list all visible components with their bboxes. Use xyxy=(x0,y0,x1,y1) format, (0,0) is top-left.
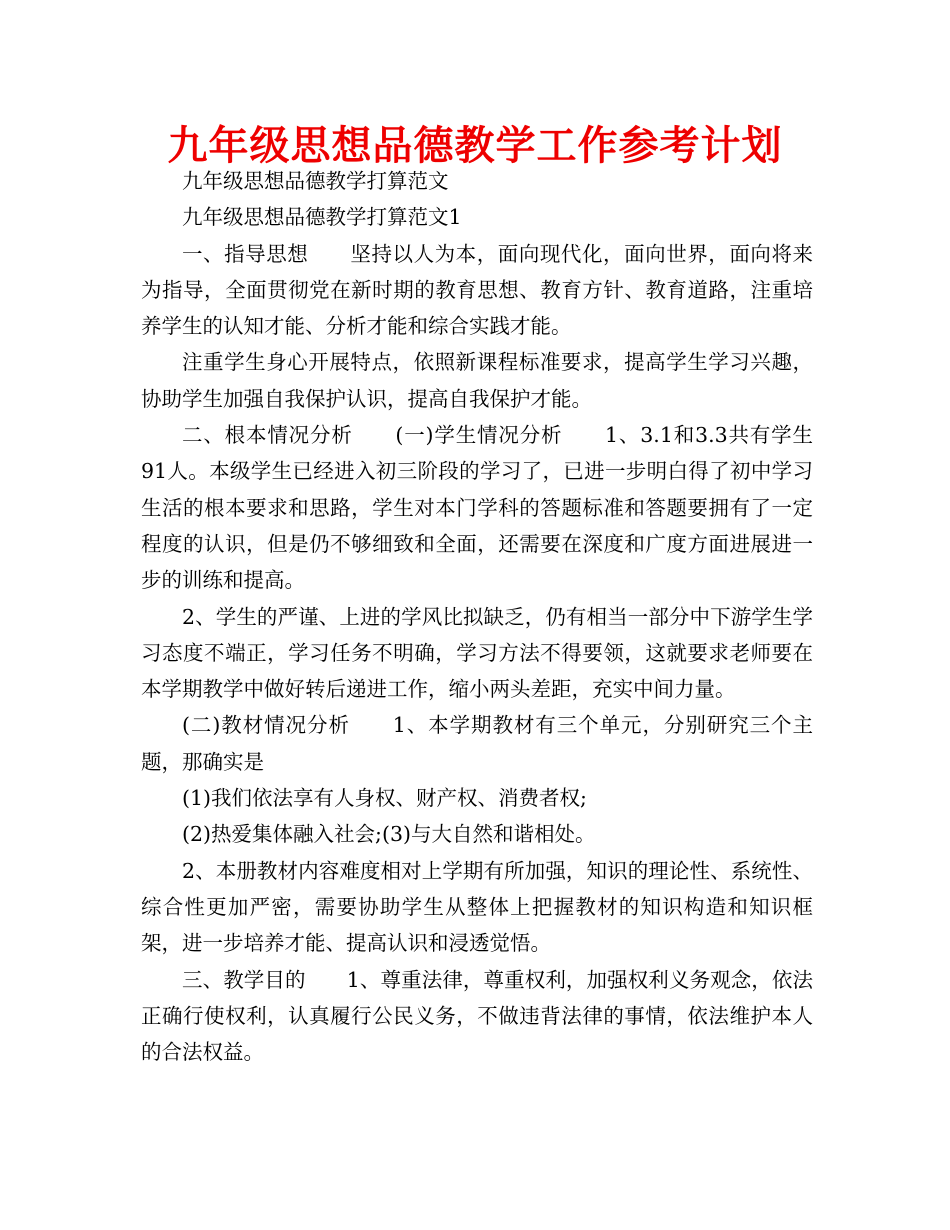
document-body xyxy=(141,163,813,1070)
paragraph-teaching-goals: 三、教学目的 1、尊重法律，尊重权利，加强权利义务观念，依法正确行使权利，认真履行公民义务，不做违背法律的事情，依法维护本人的合法权益。 xyxy=(141,967,813,1065)
paragraph-student-development: 注重学生身心开展特点，依照新课程标准要求，提高学生学习兴趣，协助学生加强自我保护认识，提高自我保护才能。 xyxy=(141,350,813,411)
paragraph-theme-1: (1)我们依法享有人身权、财产权、消费者权; xyxy=(182,786,587,811)
paragraph-subtitle: 九年级思想品德教学打算范文 xyxy=(182,169,449,193)
paragraph-basic-situation: 二、根本情况分析 (一)学生情况分析 1、3.1和3.3共有学生91人。本级学生已经进入初三阶段的学习了，已进一步明白得了初中学习生活的根本要求和思路，学生对本门学科的答题标准和答题要拥有了一定程度的认识，但是仍不够细致和全面，还需要在深度和广度方面进展进一步的训练和提高。 xyxy=(141,423,813,593)
paragraph-study-style: 2、学生的严谨、上进的学风比拟缺乏，仍有相当一部分中下游学生学习态度不端正，学习任务不明确，学习方法不得要领，这就要求老师要在本学期教学中做好转后递进工作，缩小两头差距，充实中间力量。 xyxy=(141,604,813,702)
paragraph-theme-2-3: (2)热爱集体融入社会;(3)与大自然和谐相处。 xyxy=(182,822,596,847)
document-title: 九年级思想品德教学工作参考计划 xyxy=(167,123,783,169)
paragraph-textbook-analysis: (二)教材情况分析 1、本学期教材有三个单元，分别研究三个主题，那确实是 xyxy=(141,713,813,774)
paragraph-guiding-ideology: 一、指导思想 坚持以人为本，面向现代化，面向世界，面向将来为指导，全面贯彻党在新时期的教育思想、教育方针、教育道路，注重培养学生的认知才能、分析才能和综合实践才能。 xyxy=(141,241,813,339)
paragraph-subtitle-1: 九年级思想品德教学打算范文1 xyxy=(182,205,462,230)
paragraph-textbook-difficulty: 2、本册教材内容难度相对上学期有所加强，知识的理论性、系统性、综合性更加严密，需要协助学生从整体上把握教材的知识构造和知识框架，进一步培养才能、提高认识和浸透觉悟。 xyxy=(141,858,813,956)
